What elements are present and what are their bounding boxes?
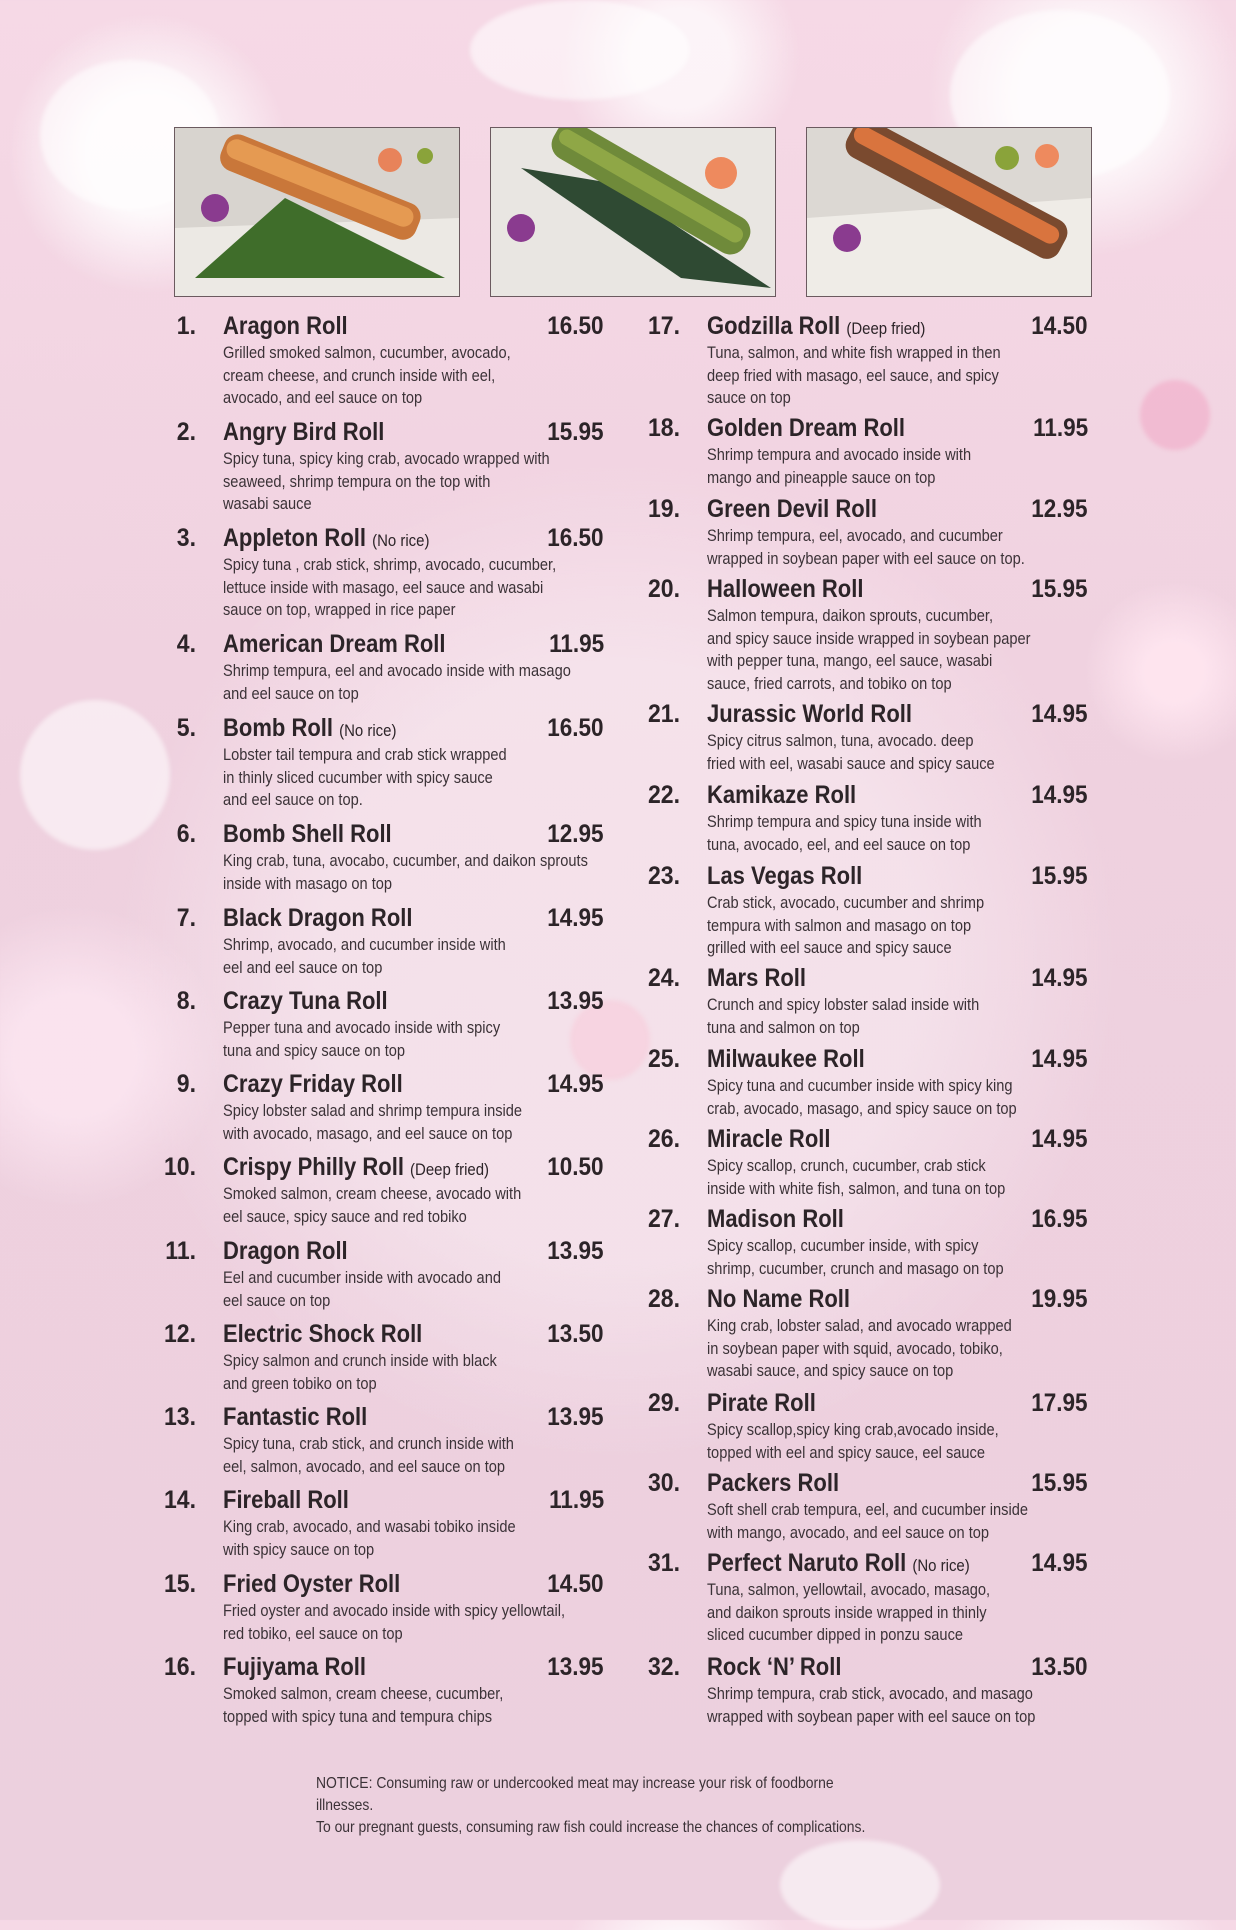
item-description: Pepper tuna and avocado inside with spicy tuna and spicy sauce on top <box>223 1018 501 1060</box>
blossom-decoration <box>1140 380 1210 450</box>
item-price: 13.50 <box>547 1320 604 1348</box>
item-number: 18. <box>648 414 680 442</box>
item-price: 16.50 <box>547 714 604 742</box>
item-name: Las Vegas Roll <box>707 862 863 890</box>
sushi-roll-photo-2 <box>490 127 776 297</box>
item-description: Fried oyster and avocado inside with spicy yellowtail, red tobiko, eel sauce on top <box>223 1601 566 1643</box>
item-price: 14.95 <box>547 1070 604 1098</box>
item-price: 16.50 <box>547 312 604 340</box>
item-number: 2. <box>176 418 196 446</box>
item-name: Crispy Philly Roll (Deep fried) <box>223 1153 490 1181</box>
item-name: Perfect Naruto Roll (No rice) <box>707 1549 970 1577</box>
item-description: King crab, avocado, and wasabi tobiko inside with spicy sauce on top <box>223 1517 516 1559</box>
item-number: 31. <box>648 1549 680 1577</box>
item-number: 12. <box>164 1320 196 1348</box>
item-description: Spicy tuna , crab stick, shrimp, avocado, cucumber, lettuce inside with masago, eel sauce and wasabi sauce on top, wrapped in rice paper <box>223 555 557 619</box>
photo-strip <box>174 127 1094 297</box>
item-description: King crab, lobster salad, and avocado wrapped in soybean paper with squid, avocado, tobiko, wasabi sauce, and spicy sauce on top <box>707 1316 1012 1380</box>
item-description: Eel and cucumber inside with avocado and eel sauce on top <box>223 1268 501 1310</box>
item-number: 11. <box>165 1237 196 1265</box>
item-price: 14.95 <box>547 904 604 932</box>
item-name: Packers Roll <box>707 1469 840 1497</box>
item-price: 11.95 <box>548 630 604 658</box>
item-name: Fantastic Roll <box>223 1403 368 1431</box>
item-name: Black Dragon Roll <box>223 904 413 932</box>
item-number: 5. <box>176 714 196 742</box>
item-price: 14.95 <box>1031 781 1088 809</box>
item-name: Jurassic World Roll <box>707 700 912 728</box>
item-price: 15.95 <box>547 418 604 446</box>
item-name: Golden Dream Roll <box>707 414 906 442</box>
item-number: 29. <box>648 1389 680 1417</box>
blossom-decoration <box>780 1840 940 1930</box>
item-price: 13.95 <box>547 1653 604 1681</box>
item-number: 30. <box>648 1469 680 1497</box>
item-price: 17.95 <box>1031 1389 1088 1417</box>
item-number: 3. <box>176 524 196 552</box>
item-name: Madison Roll <box>707 1205 844 1233</box>
item-price: 13.95 <box>547 987 604 1015</box>
item-number: 6. <box>176 820 196 848</box>
item-name: Rock ‘N’ Roll <box>707 1653 842 1681</box>
item-name: No Name Roll <box>707 1285 851 1313</box>
item-description: Smoked salmon, cream cheese, avocado with eel sauce, spicy sauce and red tobiko <box>223 1184 522 1226</box>
item-number: 21. <box>648 700 680 728</box>
item-name: Pirate Roll <box>707 1389 816 1417</box>
item-price: 14.50 <box>1031 312 1088 340</box>
item-price: 12.95 <box>547 820 604 848</box>
item-description: Tuna, salmon, yellowtail, avocado, masago, and daikon sprouts inside wrapped in thinly sliced cucumber dipped in ponzu sauce <box>707 1580 991 1644</box>
item-description: Crab stick, avocado, cucumber and shrimp tempura with salmon and masago on top grilled with eel sauce and spicy sauce <box>707 893 985 957</box>
item-description: Spicy scallop, crunch, cucumber, crab stick inside with white fish, salmon, and tuna on top <box>707 1156 1006 1198</box>
item-number: 8. <box>176 987 196 1015</box>
item-price: 14.50 <box>547 1570 604 1598</box>
item-price: 14.95 <box>1031 1125 1088 1153</box>
item-price: 12.95 <box>1031 495 1088 523</box>
item-number: 28. <box>648 1285 680 1313</box>
item-price: 14.95 <box>1031 1549 1088 1577</box>
item-description: Spicy lobster salad and shrimp tempura inside with avocado, masago, and eel sauce on top <box>223 1101 523 1143</box>
item-name: Bomb Shell Roll <box>223 820 392 848</box>
item-name: Green Devil Roll <box>707 495 877 523</box>
item-price: 13.50 <box>1031 1653 1088 1681</box>
item-number: 10. <box>164 1153 196 1181</box>
item-description: Spicy tuna, crab stick, and crunch inside with eel, salmon, avocado, and eel sauce on top <box>223 1434 514 1476</box>
item-number: 17. <box>648 312 680 340</box>
notice-line: NOTICE: Consuming raw or undercooked meat may increase your risk of foodborne illnesses. <box>316 1775 834 1814</box>
item-number: 14. <box>164 1486 196 1514</box>
item-description: Spicy salmon and crunch inside with black and green tobiko on top <box>223 1351 497 1393</box>
item-description: Spicy citrus salmon, tuna, avocado. deep fried with eel, wasabi sauce and spicy sauce <box>707 731 995 773</box>
item-number: 9. <box>176 1070 196 1098</box>
item-name: Appleton Roll (No rice) <box>223 524 430 552</box>
item-number: 24. <box>648 964 680 992</box>
item-name: Aragon Roll <box>223 312 348 340</box>
item-name: Crazy Tuna Roll <box>223 987 388 1015</box>
item-number: 7. <box>176 904 196 932</box>
item-number: 19. <box>648 495 680 523</box>
item-description: Shrimp tempura, eel and avocado inside with masago and eel sauce on top <box>223 661 571 703</box>
item-description: Soft shell crab tempura, eel, and cucumber inside with mango, avocado, and eel sauce on top <box>707 1500 1029 1542</box>
item-price: 19.95 <box>1031 1285 1088 1313</box>
item-number: 26. <box>648 1125 680 1153</box>
item-description: Shrimp tempura, crab stick, avocado, and masago wrapped with soybean paper with eel sauce on top <box>707 1684 1036 1726</box>
item-number: 4. <box>176 630 196 658</box>
item-name: Milwaukee Roll <box>707 1045 865 1073</box>
sushi-roll-photo-1 <box>174 127 460 297</box>
item-number: 32. <box>648 1653 680 1681</box>
item-description: Spicy tuna and cucumber inside with spicy king crab, avocado, masago, and spicy sauce on top <box>707 1076 1017 1118</box>
blossom-decoration <box>470 0 690 100</box>
item-description: King crab, tuna, avocabo, cucumber, and daikon sprouts inside with masago on top <box>223 851 588 893</box>
item-number: 20. <box>648 575 680 603</box>
item-description: Lobster tail tempura and crab stick wrapped in thinly sliced cucumber with spicy sauce and eel sauce on top. <box>223 745 507 809</box>
item-price: 15.95 <box>1031 1469 1088 1497</box>
item-price: 13.95 <box>547 1403 604 1431</box>
item-description: Shrimp tempura and spicy tuna inside with tuna, avocado, eel, and eel sauce on top <box>707 812 982 854</box>
item-name: Angry Bird Roll <box>223 418 385 446</box>
item-name: Fried Oyster Roll <box>223 1570 401 1598</box>
notice-line: To our pregnant guests, consuming raw fish could increase the chances of complications. <box>316 1819 866 1836</box>
item-price: 15.95 <box>1031 862 1088 890</box>
item-price: 10.50 <box>547 1153 604 1181</box>
item-price: 15.95 <box>1031 575 1088 603</box>
item-number: 22. <box>648 781 680 809</box>
item-description: Grilled smoked salmon, cucumber, avocado, cream cheese, and crunch inside with eel, avocado, and eel sauce on top <box>223 343 511 407</box>
sushi-roll-photo-3 <box>806 127 1092 297</box>
item-number: 15. <box>164 1570 196 1598</box>
item-number: 16. <box>164 1653 196 1681</box>
item-description: Spicy tuna, spicy king crab, avocado wrapped with seaweed, shrimp tempura on the top with wasabi sauce <box>223 449 550 513</box>
item-number: 1. <box>176 312 196 340</box>
item-price: 14.95 <box>1031 1045 1088 1073</box>
item-name: Crazy Friday Roll <box>223 1070 403 1098</box>
item-description: Smoked salmon, cream cheese, cucumber, topped with spicy tuna and tempura chips <box>223 1684 504 1726</box>
item-price: 13.95 <box>547 1237 604 1265</box>
item-description: Spicy scallop, cucumber inside, with spicy shrimp, cucumber, crunch and masago on top <box>707 1236 1004 1278</box>
health-notice <box>316 1773 873 1839</box>
item-name: American Dream Roll <box>223 630 446 658</box>
item-name: Miracle Roll <box>707 1125 831 1153</box>
item-description: Shrimp tempura, eel, avocado, and cucumber wrapped in soybean paper with eel sauce on top. <box>707 526 1025 568</box>
item-price: 14.95 <box>1031 700 1088 728</box>
item-description: Shrimp, avocado, and cucumber inside with eel and eel sauce on top <box>223 935 506 977</box>
item-description: Salmon tempura, daikon sprouts, cucumber, and spicy sauce inside wrapped in soybean paper with pepper tuna, mango, eel sauce, wasabi sauce, fried carrots, and tobiko on top <box>707 606 1031 693</box>
item-price: 16.50 <box>547 524 604 552</box>
blossom-decoration <box>20 700 170 850</box>
item-name: Mars Roll <box>707 964 807 992</box>
item-description: Tuna, salmon, and white fish wrapped in then deep fried with masago, eel sauce, and spicy sauce on top <box>707 343 1001 407</box>
item-name: Dragon Roll <box>223 1237 348 1265</box>
item-number: 23. <box>648 862 680 890</box>
item-name: Halloween Roll <box>707 575 864 603</box>
item-name: Kamikaze Roll <box>707 781 857 809</box>
item-name: Electric Shock Roll <box>223 1320 423 1348</box>
item-description: Spicy scallop,spicy king crab,avocado inside, topped with eel and spicy sauce, eel sauce <box>707 1420 999 1462</box>
item-price: 16.95 <box>1031 1205 1088 1233</box>
item-name: Fujiyama Roll <box>223 1653 367 1681</box>
item-number: 25. <box>648 1045 680 1073</box>
item-description: Shrimp tempura and avocado inside with mango and pineapple sauce on top <box>707 445 972 487</box>
item-price: 11.95 <box>548 1486 604 1514</box>
item-price: 11.95 <box>1032 414 1088 442</box>
item-price: 14.95 <box>1031 964 1088 992</box>
item-number: 13. <box>164 1403 196 1431</box>
item-number: 27. <box>648 1205 680 1233</box>
item-description: Crunch and spicy lobster salad inside with tuna and salmon on top <box>707 995 980 1037</box>
item-name: Godzilla Roll (Deep fried) <box>707 312 926 340</box>
item-name: Bomb Roll (No rice) <box>223 714 397 742</box>
item-name: Fireball Roll <box>223 1486 349 1514</box>
